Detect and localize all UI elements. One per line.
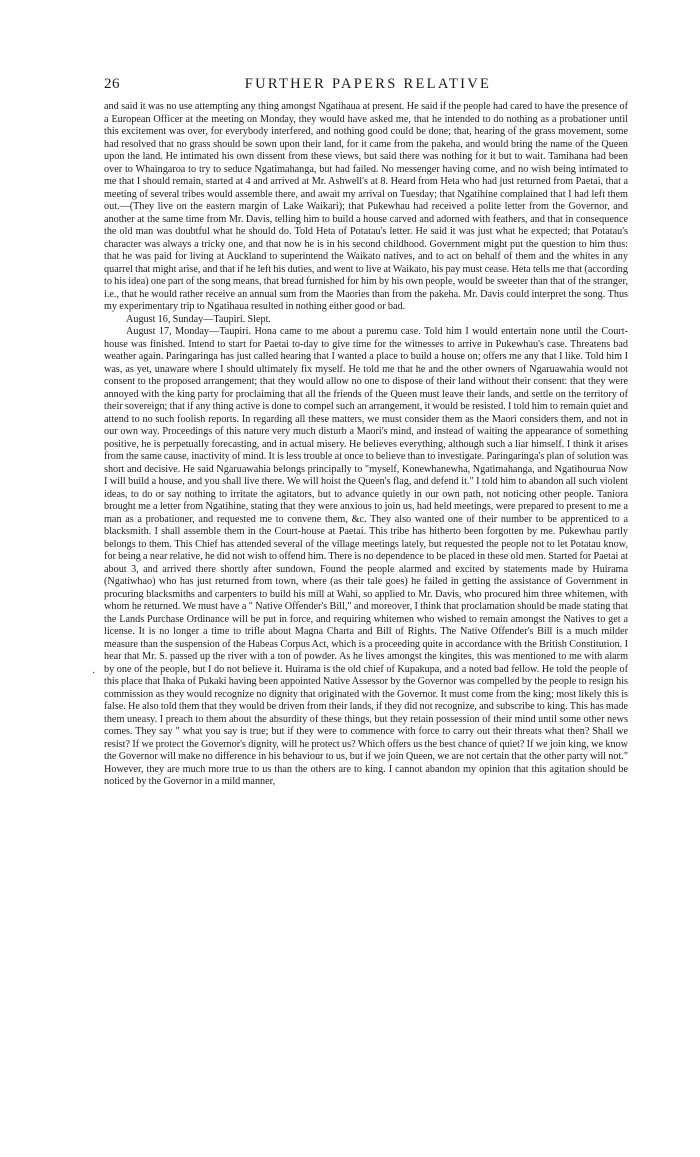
paragraph: August 16, Sunday—Taupiri. Slept.	[126, 313, 271, 325]
paragraph: and said it was no use attempting any thing amongst Ngatihaua at present. He said if the people had cared to have the presence of a European Officer at the meeting on Monday, they would have asked me, that he intended to do nothing as a probationer until this excitement was over, for everybody interfered, and nothing good could be done; that, hearing of the grass movement, some had resolved that no grass should be sown upon their land, for it came from the pakeha, and would bring the name of the Queen upon the land. He intimated his own dissent from these views, but said there was nothing for it but to wait. Tamihana had been over to Whaingaroa to try to seduce Ngatimahanga, but had failed. No messenger having come, and no wish being intimated to me that I should remain, started at 4 and arrived at Mr. Ashwell's at 8. Heard from Heta who had just returned from Paetai, that a meeting of several tribes would assemble there, and await my arrival on Tuesday; that Ngatihine complained that I had left them out.—(They live on the eastern margin of Lake Waikari); that Pukewhau had received a polite letter from the Governor, and another at the same time from Mr. Davis, telling him to build a house carved and adorned with feathers, and that in consequence the old man was doubtful what he should do. Told Heta of Potatau's letter. He said it was just what he expected; that Potatau's character was always a tricky one, and that now he is in his second childhood. Government might put the question to him thus: that he was paid for living at Auckland to superintend the Waikato natives, and to act on behalf of them and the whites in any quarrel that might arise, and that if he left his duties, and went to live at Waikato, his pay must cease. Heta tells me that (according to his idea) one part of the song means, that bread furnished for him by his own people, would be sweeter than that of the stranger, i.e., that he would rather receive an annual sum from the Maories than from the pakeha. Mr. Davis could interpret the song. Thus my experimentary trip to Ngatihaua resulted in nothing either good or bad.	[104, 101, 628, 312]
body-text	[104, 101, 628, 789]
paragraph: August 17, Monday—Taupiri. Hona came to me about a puremu case. Told him I would entertain none until the Court-house was finished. Intend to start for Paetai to-day to give time for the witnesses to arrive in Pukewhau's case. Threatens bad weather again. Paringaringa has just called hearing that I wanted a place to build a house on; offers me any that I like. Told him I was, as yet, unaware where I should ultimately fix myself. He told me that he and the other owners of Ngaruawahia would not consent to the proposed arrangement; that they would allow no one to dispose of their land without their consent: that they were annoyed with the king party for proclaiming that all the friends of the Queen must leave their lands, and settle on the territory of their sovereign; that if any thing active is done to compel such an arrangement, it would be resisted. I told him to remain quiet and attend to no such foolish reports. In regarding all these matters, we must consider them as the Maori considers them, and not in our own way. Proceedings of this nature very much disturb a Maori's mind, and instead of waiting the appearance of something positive, he is perpetually forecasting, and in actual misery. He believes everything, although such a liar himself. I think it arises from the same cause, inactivity of mind. It is less trouble at once to believe than to investigate. Paringaringa's plan of solution was short and decisive. He said Ngaruawahia belongs principally to "myself, Konewhanewha, Ngatimahanga, and Ngatihourua Now I will build a house, and you shall live there. We will hoist the Queen's flag, and defend it." I told him to abandon all such violent ideas, to do or say nothing to irritate the agitators, but to advance quietly in our own path, not noticing other people. Taniora brought me a letter from Ngatihine, stating that they were anxious to join us, had held meetings, were prepared to present to me a man as a probationer, and requested me to convene them, &c. They also wanted one of their number to be apprenticed to a blacksmith. I shall assemble them in the Court-house at Paetai. This tribe has hitherto been forgotten by me. Pukewhau partly belongs to them. This Chief has attended several of the village meetings lately, but requested the people not to let Potatau know, for being a near relative, he did not wish to offend him. There is no dependence to be placed in these old men. Started for Paetai at about 3, and arrived there shortly after sundown. Found the people alarmed and excited by statements made by Huirama (Ngatiwhao) who has just returned from town, where (as their tale goes) he failed in getting the assistance of Government in procuring blacksmiths and carpenters to build his mill at Wahi, so applied to Mr. Davis, who procured him three whitemen, with whom he returned. We must have a " Native Offender's Bill," and moreover, I think that proclamation should be made stating that the Lands Purchase Ordinance will be put in force, and requiring whitemen who wished to remain amongst the Natives to get a license. It is no longer a time to trifle about Magna Charta and Bill of Rights. The Native Offender's Bill is a much milder measure than the suspension of the Habeas Corpus Act, which is a proceeding quite in accordance with the British Constitution. I hear that Mr. S. passed up the river with a ton of powder. As he lives amongst the kingites, this was mentioned to me with alarm by one of the people, but I do not believe it. Huirama is the old chief of Kupakupa, and a noted bad fellow. He told the people of this place that Ihaka of Pukaki having been appointed Native Assessor by the Governor was compelled by the people to resign his commission as they would recognize no dignity that originated with the Governor. It must come from the king; most likely this is false. He also told them that they would be driven from their lands, if they did not recognize, and subscribe to king. This has made them uneasy. I preach to them about the absurdity of these things, but they retain possession of their mind until some other news comes. They say " what you say is true; but if they were to commence with force to carry out their threats what then? Shall we resist? If we protect the Governor's dignity, will he protect us? Which offers us the best chance of quiet? If we join king, we know the Governor will make no difference in his behaviour to us, but if we join Queen, we are not certain that the other party will not." However, they are much more true to us than the others are to king. I cannot abandon my opinion that this agitation should be noticed by the Governor in a mild manner,	[104, 326, 629, 787]
running-title: FURTHER PAPERS RELATIVE	[244, 76, 492, 92]
page-number: 26	[104, 76, 120, 92]
margin-mark: ·	[92, 668, 96, 679]
